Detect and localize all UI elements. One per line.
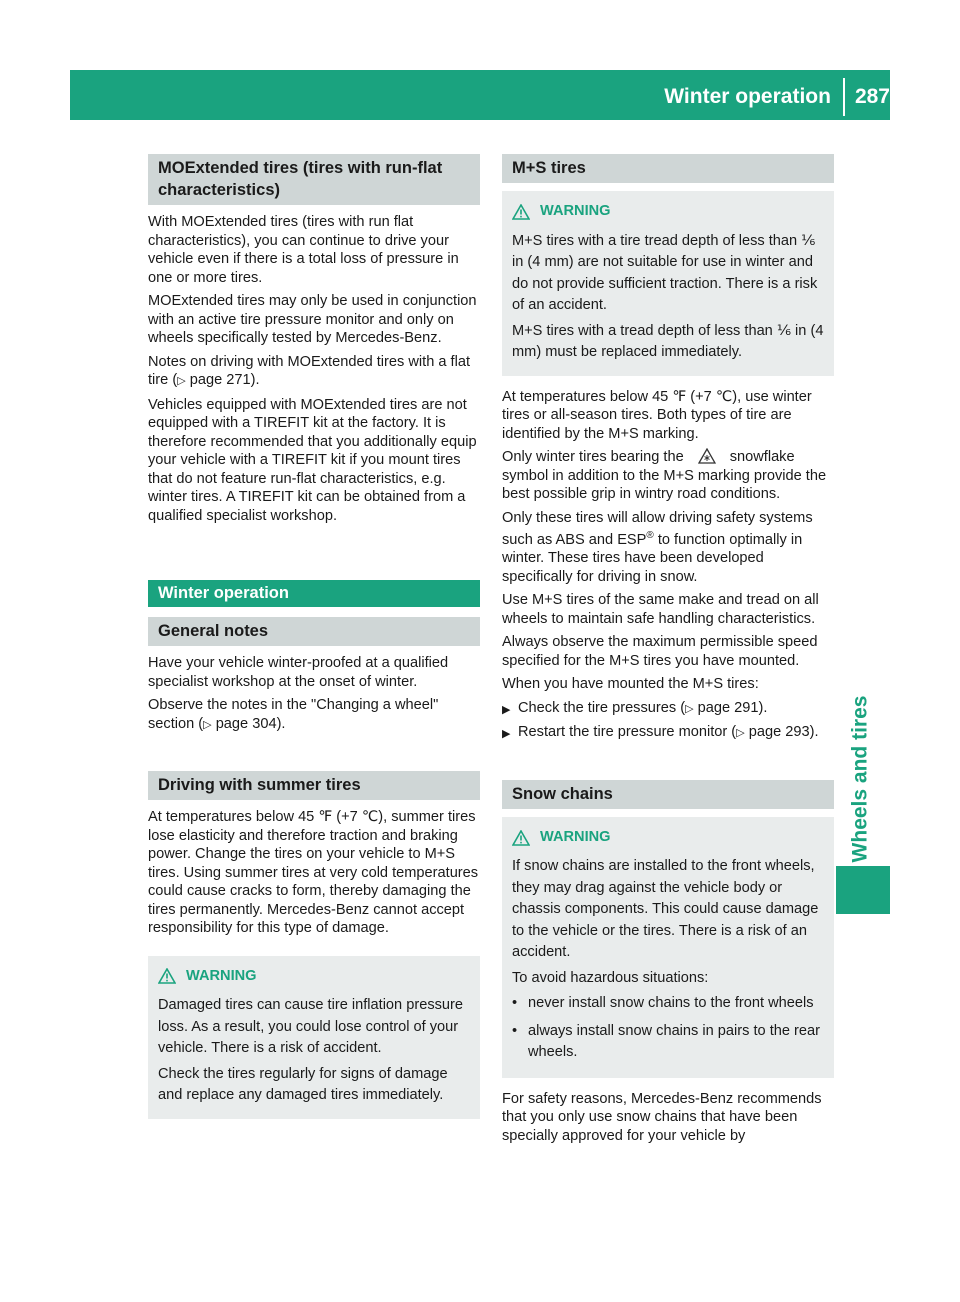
snow-chains-warning xyxy=(502,817,834,1078)
left-column xyxy=(148,154,480,1131)
winter-operation-heading: Winter operation xyxy=(148,580,480,607)
step-arrow-icon: ▶ xyxy=(502,703,511,716)
general-notes-p2: Observe the notes in the "Changing a wheel" section (▷ page 304). xyxy=(148,697,439,732)
summer-tires-p1: At temperatures below 45 ℉ (+7 ℃), summer tires lose elasticity and therefore traction and braking power. Change the tires on your vehicle to M+S tires. Using summer tires at very cold temperatures could cause cracks to form, thereby damaging the tires permanently. Mercedes-Benz cannot accept responsibility for this type of damage. xyxy=(148,809,479,936)
warning-label: WARNING xyxy=(540,828,611,845)
ms-tires-p1: At temperatures below 45 ℉ (+7 ℃), use winter tires or all-season tires. Both types of tire are identified by the M+S marking. xyxy=(502,388,812,442)
warning-label: WARNING xyxy=(540,203,611,219)
bullet-icon: • xyxy=(512,995,518,1012)
warning-label: WARNING xyxy=(186,967,257,984)
warning-text-2: Check the tires regularly for signs of damage and replace any damaged tires immediately. xyxy=(158,1065,448,1103)
warning-text-1: If snow chains are installed to the front wheels, they may drag against the vehicle body or chassis components. This could cause damage to the vehicle or the tires. There is a risk of an accident. xyxy=(512,858,819,961)
ms-tires-p2: Only winter tires bearing the snowflake symbol in addition to the M+S marking provide the best possible grip in wintry road conditions. xyxy=(502,449,827,502)
right-column xyxy=(502,154,834,1150)
page-link-271[interactable]: page 271 xyxy=(189,372,251,388)
ms-tires-heading: M+S tires xyxy=(502,154,834,183)
page-ref-arrow-icon: ▷ xyxy=(736,727,745,740)
page-link-293[interactable]: page 293 xyxy=(748,724,810,741)
snow-chains-heading: Snow chains xyxy=(502,780,834,809)
ms-tires-warning xyxy=(502,191,834,376)
moextended-p2: MOExtended tires may only be used in conjunction with an active tire pressure monitor and only on wheels specifically tested by Mercedes-Benz. xyxy=(148,293,477,346)
step-arrow-icon: ▶ xyxy=(502,728,511,741)
warning-text-1: M+S tires with a tire tread depth of less than ⅙ in (4 mm) are not suitable for use in winter and do not provide sufficient traction. There is a risk of an accident. xyxy=(512,232,818,313)
side-tab-marker xyxy=(836,866,890,914)
moextended-p4: Vehicles equipped with MOExtended tires are not equipped with a TIREFIT kit at the factory. It is therefore recommended that you additionally equip your vehicle with a TIREFIT kit if you mount tires that do not feature run-flat characteristics, e.g. winter tires. A TIREFIT kit can be obtained from a qualified specialist workshop. xyxy=(148,396,477,524)
step-restart-monitor: ▶ Restart the tire pressure monitor (▷ page 293). xyxy=(502,723,834,744)
page-number: 287 xyxy=(854,85,890,108)
ms-tires-p4: Use M+S tires of the same make and tread on all wheels to maintain safe handling characteristics. xyxy=(502,592,819,627)
ms-tires-p6: When you have mounted the M+S tires: xyxy=(502,676,759,693)
snow-chains-p1: For safety reasons, Mercedes-Benz recommends that you only use snow chains that have been specially approved for your vehicle by xyxy=(502,1090,822,1144)
general-notes-heading: General notes xyxy=(148,617,480,646)
warning-triangle-icon xyxy=(512,830,530,846)
general-notes-p1: Have your vehicle winter-proofed at a qualified specialist workshop at the onset of winter. xyxy=(148,655,449,690)
warning-triangle-icon xyxy=(158,968,176,984)
ms-tires-p3: Only these tires will allow driving safety systems such as ABS and ESP® to function optimally in winter. These tires have been developed specifically for driving in snow. xyxy=(502,509,813,585)
moextended-p3: Notes on driving with MOExtended tires with a flat tire (▷ page 271). xyxy=(148,353,471,388)
summer-tires-warning xyxy=(148,956,480,1119)
warning-text-2: To avoid hazardous situations: xyxy=(512,969,709,986)
page-ref-arrow-icon: ▷ xyxy=(203,718,212,731)
list-item: • always install snow chains in pairs to the rear wheels. xyxy=(512,1021,824,1064)
page-ref-arrow-icon: ▷ xyxy=(685,702,694,715)
list-item: • never install snow chains to the front wheels xyxy=(512,993,824,1015)
mountain-snowflake-icon xyxy=(698,448,716,464)
warning-text-1: Damaged tires can cause tire inflation pressure loss. As a result, you could lose control of your vehicle. There is a risk of accident. xyxy=(158,997,464,1056)
moextended-heading: MOExtended tires (tires with run-flat characteristics) xyxy=(148,154,480,205)
page-header xyxy=(664,82,890,112)
section-title: Winter operation xyxy=(664,85,831,108)
page-ref-arrow-icon: ▷ xyxy=(177,375,186,387)
header-separator xyxy=(843,78,845,116)
bullet-icon: • xyxy=(512,1022,518,1039)
page-link-304[interactable]: page 304 xyxy=(215,715,277,732)
side-tab-label: Wheels and tires xyxy=(848,695,872,863)
moextended-p1: With MOExtended tires (tires with run flat characteristics), you can continue to drive your vehicle even if there is a total loss of pressure in one or more tires. xyxy=(148,214,459,286)
summer-tires-heading: Driving with summer tires xyxy=(148,771,480,800)
page-link-291[interactable]: page 291 xyxy=(697,699,759,716)
warning-text-2: M+S tires with a tread depth of less than ⅙ in (4 mm) must be replaced immediately. xyxy=(512,322,824,360)
step-check-pressures: ▶ Check the tire pressures (▷ page 291). xyxy=(502,699,834,720)
ms-tires-p5: Always observe the maximum permissible speed specified for the M+S tires you have mounted. xyxy=(502,634,818,669)
warning-triangle-icon xyxy=(512,204,530,220)
